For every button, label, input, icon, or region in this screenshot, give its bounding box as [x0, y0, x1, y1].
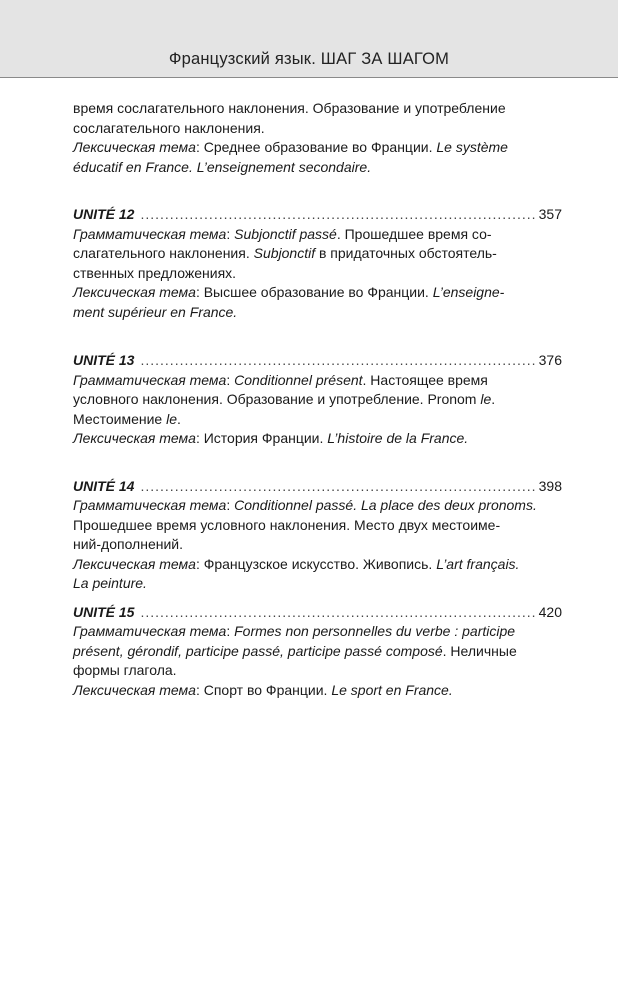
grammar-theme-label: Грамматическая тема: [73, 497, 227, 513]
lexical-theme-text: : История Франции.: [195, 430, 328, 446]
continuation-line-1: время сослагательного наклонения. Образование и употребление: [73, 100, 506, 116]
grammar-theme-line-3: ний-дополнений.: [73, 536, 183, 552]
lexical-theme-french-cont: La peinture.: [73, 575, 147, 591]
separator: :: [226, 371, 235, 388]
grammar-theme: [73, 622, 562, 642]
grammar-theme-french: le: [480, 391, 492, 407]
grammar-theme-french: Conditionnel passé. La place des deux pronoms.: [234, 497, 537, 513]
toc-entry-unit-15: [73, 603, 562, 701]
page-number: 420: [538, 603, 562, 620]
lexical-theme-french: Le sport en France.: [331, 681, 453, 698]
grammar-theme-label: Грамматическая тема: [73, 623, 227, 639]
table-of-contents: [73, 99, 562, 700]
lexical-theme-text: : Высшее образование во Франции.: [195, 284, 433, 300]
grammar-theme-text: .: [491, 391, 496, 407]
lexical-theme: [73, 681, 562, 701]
lexical-theme-french: L’enseigne-: [432, 284, 505, 300]
dot-leader: [140, 603, 535, 623]
grammar-theme-text: . Настоящее время: [362, 371, 488, 388]
lexical-theme-text: : Спорт во Франции.: [195, 681, 332, 698]
grammar-theme-french: Subjonctif passé: [234, 225, 337, 242]
toc-entry-unit-12: [73, 205, 562, 322]
lexical-theme-text: : Среднее образование во Франции.: [195, 139, 437, 155]
grammar-theme-french: le: [166, 410, 178, 427]
grammar-theme-french: Formes non personnelles du verbe : participe: [234, 623, 516, 639]
grammar-theme-line-3: ственных предложениях.: [73, 264, 237, 281]
lexical-theme-label: Лексическая тема: [73, 430, 196, 446]
lexical-theme: [73, 555, 562, 575]
toc-entry-continuation: [73, 99, 562, 177]
grammar-theme-french: présent, gérondif, participe passé, participe passé composé: [73, 642, 443, 659]
grammar-theme-text: слагательного наклонения.: [73, 245, 254, 261]
grammar-theme-french: Subjonctif: [253, 245, 316, 261]
grammar-theme-label: Грамматическая тема: [73, 371, 227, 388]
grammar-theme-line-2: [73, 390, 562, 410]
grammar-theme-line-2: [73, 642, 562, 662]
grammar-theme-line-2: [73, 244, 562, 264]
header-title: Французский язык. ШАГ ЗА ШАГОМ: [168, 50, 450, 68]
lexical-theme-label: Лексическая тема: [73, 284, 196, 300]
running-header: [0, 0, 618, 78]
page-number: 376: [538, 352, 562, 368]
separator: :: [226, 623, 235, 639]
lexical-theme: [73, 283, 562, 303]
grammar-theme-text: Местоимение: [73, 410, 167, 427]
unit-heading-line[interactable]: [73, 477, 562, 497]
grammar-theme-text: . Прошедшее время со-: [336, 225, 492, 242]
unit-title: UNITÉ 13: [73, 352, 135, 368]
grammar-theme: [73, 371, 562, 391]
grammar-theme-text: .: [177, 410, 181, 427]
lexical-theme: [73, 429, 562, 449]
grammar-theme-line-2: Прошедшее время условного наклонения. Место двух местоиме-: [73, 516, 501, 533]
page-number: 357: [538, 206, 562, 222]
lexical-theme-label: Лексическая тема: [73, 555, 196, 572]
grammar-theme-text: в придаточных обстоятель-: [315, 245, 497, 261]
lexical-theme-label: Лексическая тема: [73, 681, 196, 698]
separator: :: [226, 497, 235, 513]
continuation-line-2: сослагательного наклонения.: [73, 119, 265, 136]
grammar-theme-text: . Неличные: [442, 642, 517, 659]
toc-entry-unit-14: [73, 477, 562, 594]
lexical-theme: [73, 138, 562, 158]
grammar-theme-line-3: [73, 410, 562, 430]
grammar-theme-label: Грамматическая тема: [73, 225, 227, 242]
lexical-theme-french: Le système: [436, 139, 508, 155]
unit-title: UNITÉ 12: [73, 206, 135, 222]
toc-entry-unit-13: [73, 351, 562, 449]
lexical-theme-french-cont: ment supérieur en France.: [73, 303, 238, 320]
dot-leader: [140, 351, 535, 371]
grammar-theme: [73, 225, 562, 245]
separator: :: [226, 225, 235, 242]
dot-leader: [140, 477, 535, 497]
lexical-theme-french-cont: éducatif en France. L’enseignement secondaire.: [73, 158, 372, 175]
grammar-theme: [73, 496, 562, 516]
lexical-theme-text: : Французское искусство. Живопись.: [195, 555, 437, 572]
lexical-theme-label: Лексическая тема: [73, 139, 196, 155]
unit-title: UNITÉ 14: [73, 477, 135, 494]
dot-leader: [140, 205, 535, 225]
grammar-theme-line-3: формы глагола.: [73, 662, 177, 678]
unit-heading-line[interactable]: [73, 603, 562, 623]
grammar-theme-text: условного наклонения. Образование и употребление. Pronom: [73, 391, 481, 407]
unit-heading-line[interactable]: [73, 205, 562, 225]
grammar-theme-french: Conditionnel présent: [234, 371, 363, 388]
unit-heading-line[interactable]: [73, 351, 562, 371]
lexical-theme-french: L’histoire de la France.: [327, 430, 469, 446]
unit-title: UNITÉ 15: [73, 603, 135, 620]
lexical-theme-french: L’art français.: [436, 555, 520, 572]
page-number: 398: [538, 477, 562, 494]
